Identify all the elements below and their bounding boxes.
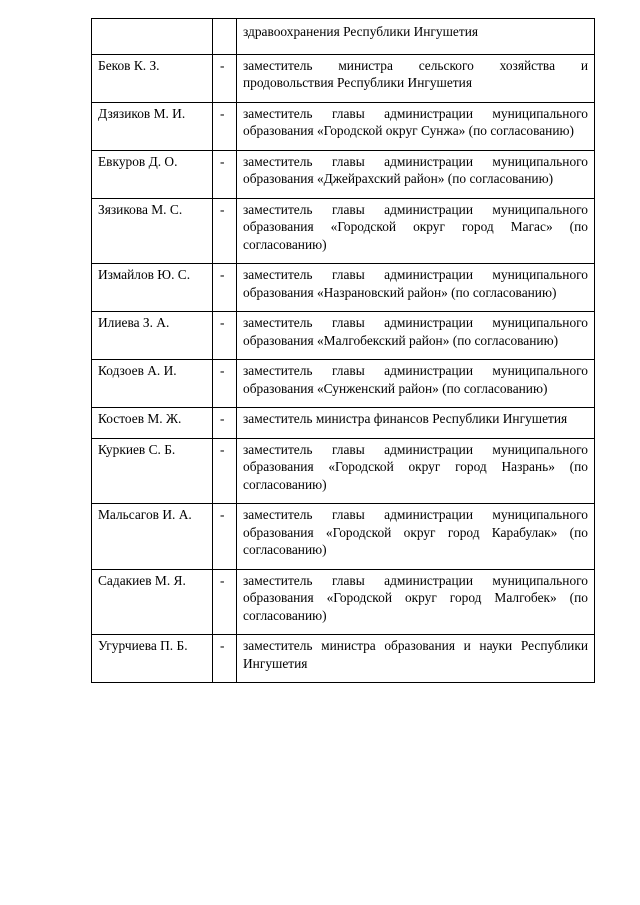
table-row bbox=[92, 54, 595, 102]
separator-dash: - bbox=[213, 504, 237, 570]
table-row bbox=[92, 635, 595, 683]
member-position: заместитель министра сельского хозяйства и продовольствия Республики Ингушетия bbox=[237, 54, 595, 102]
separator-dash bbox=[213, 19, 237, 55]
members-table-body bbox=[92, 19, 595, 683]
separator-dash: - bbox=[213, 635, 237, 683]
member-position: заместитель главы администрации муниципального образования «Малгобекский район» (по согласованию) bbox=[237, 312, 595, 360]
member-position: заместитель главы администрации муниципального образования «Назрановский район» (по согласованию) bbox=[237, 264, 595, 312]
separator-dash: - bbox=[213, 198, 237, 264]
member-name: Садакиев М. Я. bbox=[92, 569, 213, 635]
separator-dash: - bbox=[213, 569, 237, 635]
table-row bbox=[92, 569, 595, 635]
table-row bbox=[92, 264, 595, 312]
member-position: заместитель главы администрации муниципального образования «Городской округ Сунжа» (по согласованию) bbox=[237, 102, 595, 150]
member-name: Дзязиков М. И. bbox=[92, 102, 213, 150]
member-name: Мальсагов И. А. bbox=[92, 504, 213, 570]
member-name: Беков К. З. bbox=[92, 54, 213, 102]
table-row bbox=[92, 150, 595, 198]
member-name: Костоев М. Ж. bbox=[92, 408, 213, 439]
member-name: Илиева З. А. bbox=[92, 312, 213, 360]
table-row bbox=[92, 438, 595, 504]
member-position: заместитель главы администрации муниципального образования «Джейрахский район» (по согласованию) bbox=[237, 150, 595, 198]
table-row bbox=[92, 198, 595, 264]
member-name: Куркиев С. Б. bbox=[92, 438, 213, 504]
member-position: заместитель главы администрации муниципального образования «Городской округ город Малгобек» (по согласованию) bbox=[237, 569, 595, 635]
member-position: заместитель министра финансов Республики Ингушетия bbox=[237, 408, 595, 439]
separator-dash: - bbox=[213, 264, 237, 312]
member-name: Угурчиева П. Б. bbox=[92, 635, 213, 683]
member-name: Евкуров Д. О. bbox=[92, 150, 213, 198]
table-row bbox=[92, 19, 595, 55]
member-position: заместитель министра образования и науки Республики Ингушетия bbox=[237, 635, 595, 683]
member-position: заместитель главы администрации муниципального образования «Городской округ город Магас» (по согласованию) bbox=[237, 198, 595, 264]
member-name: Измайлов Ю. С. bbox=[92, 264, 213, 312]
separator-dash: - bbox=[213, 150, 237, 198]
separator-dash: - bbox=[213, 312, 237, 360]
separator-dash: - bbox=[213, 54, 237, 102]
separator-dash: - bbox=[213, 438, 237, 504]
member-name: Зязикова М. С. bbox=[92, 198, 213, 264]
member-name: Кодзоев А. И. bbox=[92, 360, 213, 408]
member-name bbox=[92, 19, 213, 55]
separator-dash: - bbox=[213, 408, 237, 439]
separator-dash: - bbox=[213, 102, 237, 150]
member-position: заместитель главы администрации муниципального образования «Городской округ город Карабулак» (по согласованию) bbox=[237, 504, 595, 570]
separator-dash: - bbox=[213, 360, 237, 408]
table-row bbox=[92, 312, 595, 360]
member-position: заместитель главы администрации муниципального образования «Сунженский район» (по согласованию) bbox=[237, 360, 595, 408]
members-table bbox=[91, 18, 595, 683]
table-row bbox=[92, 408, 595, 439]
member-position: здравоохранения Республики Ингушетия bbox=[237, 19, 595, 55]
table-row bbox=[92, 504, 595, 570]
table-row bbox=[92, 102, 595, 150]
member-position: заместитель главы администрации муниципального образования «Городской округ город Назрань» (по согласованию) bbox=[237, 438, 595, 504]
table-row bbox=[92, 360, 595, 408]
